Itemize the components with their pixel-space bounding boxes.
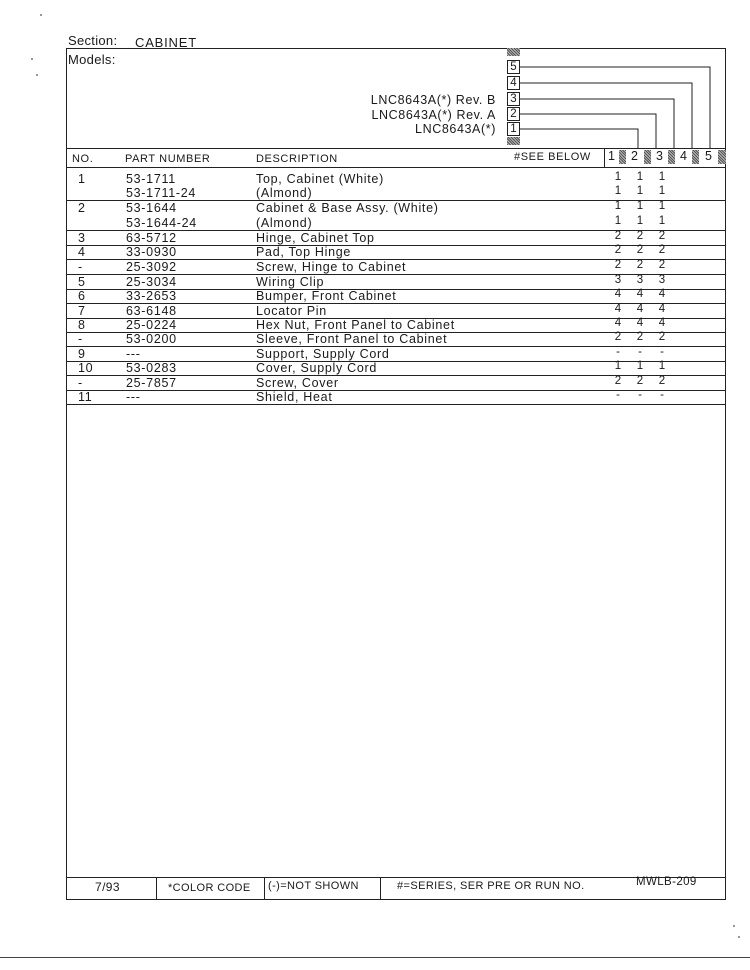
- model-rev-b: LNC8643A(*) Rev. B: [370, 93, 496, 107]
- series-shade-2: [644, 150, 651, 164]
- col-part-number: PART NUMBER: [125, 153, 211, 165]
- page-bottom-rule: [0, 957, 750, 958]
- row-qty-series-1: -: [616, 346, 620, 358]
- row-qty-series-3: 1: [658, 185, 666, 197]
- series-shade-4: [692, 150, 699, 164]
- row-part-number: 53-0283: [126, 361, 177, 375]
- row-description: Bumper, Front Cabinet: [256, 289, 397, 303]
- row-description: Hex Nut, Front Panel to Cabinet: [256, 318, 455, 332]
- row-qty-series-2: 1: [636, 215, 644, 227]
- models-label: Models:: [68, 52, 116, 67]
- scan-speck: [738, 936, 740, 938]
- row-qty-series-2: -: [638, 389, 642, 401]
- header-divider: [66, 148, 726, 149]
- row-qty-series-3: 2: [658, 375, 666, 387]
- row-qty-series-3: 1: [658, 200, 666, 212]
- row-rule: [66, 390, 726, 391]
- row-qty-series-2: 1: [636, 360, 644, 372]
- row-qty-series-3: -: [660, 389, 664, 401]
- row-qty-series-3: 1: [658, 360, 666, 372]
- row-description: Pad, Top Hinge: [256, 245, 352, 259]
- row-qty-series-3: 2: [658, 244, 666, 256]
- row-part-number: 25-7857: [126, 376, 177, 390]
- row-description: Screw, Cover: [256, 376, 339, 390]
- row-qty-series-3: 2: [658, 259, 666, 271]
- row-item-no: 5: [78, 275, 86, 289]
- col-see-below: #SEE BELOW: [514, 151, 591, 163]
- series-shade-3: [668, 150, 675, 164]
- row-description: (Almond): [256, 216, 313, 230]
- row-part-number: 63-6148: [126, 304, 177, 318]
- row-description: Shield, Heat: [256, 390, 333, 404]
- series-shade-5: [718, 150, 726, 164]
- row-item-no: 7: [78, 304, 86, 318]
- row-item-no: 1: [78, 172, 86, 186]
- row-description: Cover, Supply Cord: [256, 361, 377, 375]
- series-head-3: 3: [656, 149, 663, 163]
- row-part-number: ---: [126, 390, 141, 404]
- row-part-number: 53-1711-24: [126, 186, 197, 200]
- series-head-5: 5: [705, 149, 712, 163]
- row-item-no: 2: [78, 201, 86, 215]
- row-qty-series-2: -: [638, 346, 642, 358]
- row-qty-series-1: 1: [614, 185, 622, 197]
- row-qty-series-1: 3: [614, 274, 622, 286]
- row-item-no: 8: [78, 318, 86, 332]
- row-qty-series-3: 4: [658, 317, 666, 329]
- row-item-no: 6: [78, 289, 86, 303]
- row-qty-series-2: 2: [636, 230, 644, 242]
- row-qty-series-2: 2: [636, 331, 644, 343]
- footer-color-code: *COLOR CODE: [168, 882, 251, 894]
- row-qty-series-2: 1: [636, 200, 644, 212]
- row-description: Sleeve, Front Panel to Cabinet: [256, 332, 448, 346]
- row-qty-series-1: 2: [614, 244, 622, 256]
- row-part-number: 33-0930: [126, 245, 177, 259]
- row-part-number: ---: [126, 347, 141, 361]
- row-qty-series-1: 1: [614, 200, 622, 212]
- row-description: Screw, Hinge to Cabinet: [256, 260, 407, 274]
- row-item-no: -: [78, 332, 83, 346]
- row-description: (Almond): [256, 186, 313, 200]
- series-head-4: 4: [680, 149, 687, 163]
- row-qty-series-1: 2: [614, 230, 622, 242]
- model-leader-lines: [0, 0, 750, 170]
- row-qty-series-1: 2: [614, 331, 622, 343]
- row-rule: [66, 404, 726, 405]
- model-box-5: 5: [507, 60, 520, 74]
- footer-sep-3: [380, 877, 381, 900]
- row-qty-series-3: 2: [658, 331, 666, 343]
- footer-not-shown: (-)=NOT SHOWN: [268, 880, 359, 892]
- row-qty-series-3: 1: [658, 171, 666, 183]
- row-part-number: 33-2653: [126, 289, 177, 303]
- row-qty-series-1: 4: [614, 303, 622, 315]
- row-part-number: 25-0224: [126, 318, 177, 332]
- row-part-number: 53-0200: [126, 332, 177, 346]
- row-item-no: 3: [78, 231, 86, 245]
- model-box-3: 3: [507, 92, 520, 106]
- row-qty-series-2: 4: [636, 303, 644, 315]
- footer-date: 7/93: [95, 880, 120, 894]
- model-box-1: 1: [507, 122, 520, 136]
- col-description: DESCRIPTION: [256, 153, 338, 165]
- footer-sep-2: [264, 877, 265, 900]
- series-shade-1: [619, 150, 626, 164]
- row-qty-series-2: 2: [636, 375, 644, 387]
- row-qty-series-2: 4: [636, 317, 644, 329]
- row-qty-series-3: 1: [658, 215, 666, 227]
- row-qty-series-2: 1: [636, 185, 644, 197]
- row-qty-series-2: 2: [636, 244, 644, 256]
- row-qty-series-1: 1: [614, 215, 622, 227]
- row-qty-series-3: 2: [658, 230, 666, 242]
- footer-series-note: #=SERIES, SER PRE OR RUN NO.: [397, 880, 585, 892]
- row-part-number: 53-1644-24: [126, 216, 197, 230]
- row-description: Wiring Clip: [256, 275, 325, 289]
- row-part-number: 53-1711: [126, 172, 176, 186]
- model-rev-a: LNC8643A(*) Rev. A: [371, 108, 496, 122]
- row-qty-series-2: 1: [636, 171, 644, 183]
- section-label: Section:: [68, 33, 118, 48]
- row-description: Locator Pin: [256, 304, 327, 318]
- row-description: Top, Cabinet (White): [256, 172, 384, 186]
- row-qty-series-1: 4: [614, 288, 622, 300]
- footer-sep-1: [156, 877, 157, 900]
- row-item-no: -: [78, 376, 83, 390]
- section-value: CABINET: [135, 35, 197, 50]
- scan-speck: [36, 74, 38, 76]
- row-part-number: 63-5712: [126, 231, 177, 245]
- row-qty-series-3: -: [660, 346, 664, 358]
- row-qty-series-3: 4: [658, 288, 666, 300]
- row-qty-series-1: 4: [614, 317, 622, 329]
- row-part-number: 25-3034: [126, 275, 177, 289]
- row-qty-series-3: 4: [658, 303, 666, 315]
- row-qty-series-2: 3: [636, 274, 644, 286]
- series-head-left-rule: [604, 148, 605, 167]
- scan-speck: [40, 14, 42, 16]
- series-head-1: 1: [608, 149, 615, 163]
- row-description: Support, Supply Cord: [256, 347, 390, 361]
- model-box-2: 2: [507, 107, 520, 121]
- footer-divider: [66, 877, 726, 878]
- model-box-4: 4: [507, 76, 520, 90]
- row-item-no: 4: [78, 245, 86, 259]
- scan-speck: [733, 925, 735, 927]
- col-no: NO.: [72, 153, 94, 165]
- row-item-no: 11: [78, 390, 93, 404]
- row-description: Cabinet & Base Assy. (White): [256, 201, 439, 215]
- row-qty-series-1: -: [616, 389, 620, 401]
- row-rule: [66, 346, 726, 347]
- row-description: Hinge, Cabinet Top: [256, 231, 375, 245]
- row-qty-series-1: 1: [614, 171, 622, 183]
- row-item-no: -: [78, 260, 83, 274]
- row-part-number: 25-3092: [126, 260, 177, 274]
- row-qty-series-1: 2: [614, 259, 622, 271]
- model-base: LNC8643A(*): [415, 122, 496, 136]
- row-item-no: 9: [78, 347, 86, 361]
- scan-speck: [31, 58, 33, 60]
- row-qty-series-1: 2: [614, 375, 622, 387]
- row-qty-series-1: 1: [614, 360, 622, 372]
- column-head-divider: [66, 167, 726, 168]
- row-qty-series-3: 3: [658, 274, 666, 286]
- row-part-number: 53-1644: [126, 201, 177, 215]
- row-qty-series-2: 4: [636, 288, 644, 300]
- footer-doc-id: MWLB-209: [636, 876, 697, 888]
- series-head-2: 2: [631, 149, 638, 163]
- row-item-no: 10: [78, 361, 94, 375]
- row-qty-series-2: 2: [636, 259, 644, 271]
